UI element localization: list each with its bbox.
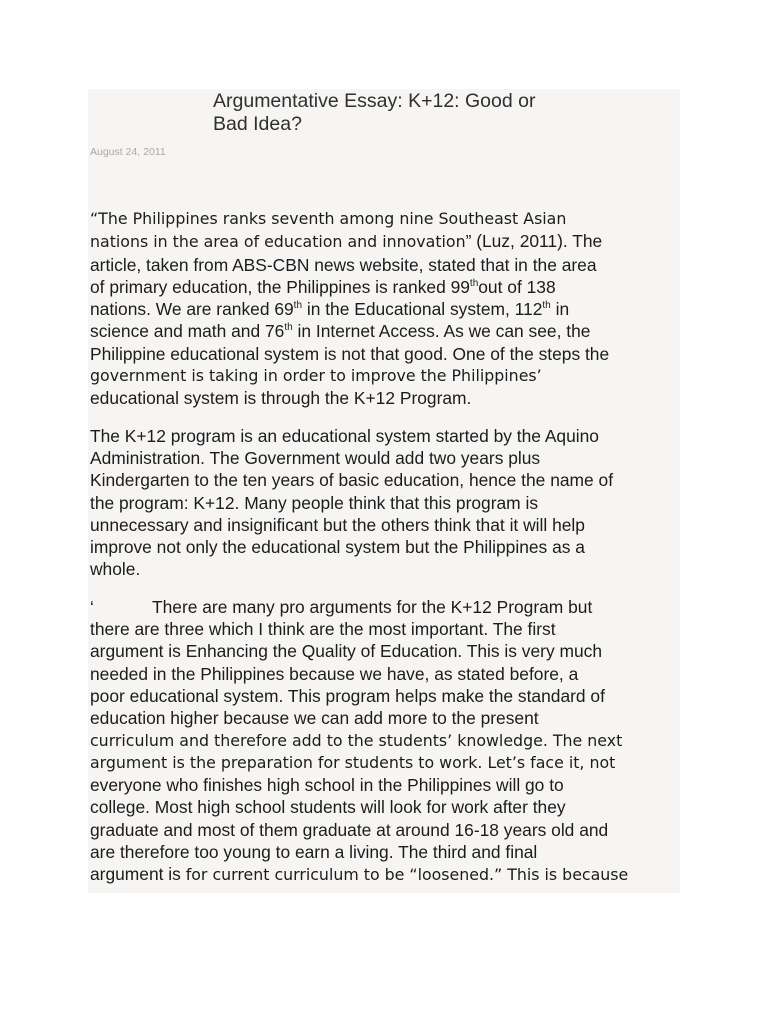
p2-line: Kindergarten to the ten years of basic education, hence the name of — [90, 470, 614, 491]
p3-line-11: graduate and most of them graduate at around 16-18 years old and — [90, 819, 609, 840]
p3-line-1: ‘ There are many pro arguments for the K+12 Program but — [90, 596, 593, 617]
title-line-1: Argumentative Essay: K+12: Good or — [213, 90, 536, 112]
paragraph-2 — [90, 425, 682, 581]
p3-line-5: poor educational system. This program helps make the standard of — [90, 685, 605, 706]
p1-line-1: “The Philippines ranks seventh among nine Southeast Asian — [90, 209, 567, 228]
p2-line: The K+12 program is an educational system started by the Aquino — [90, 425, 599, 446]
p3-line-12: are therefore too young to earn a living. The third and final — [90, 842, 538, 863]
p3-line-9: everyone who finishes high school in the Philippines will go to — [90, 775, 564, 796]
p3-line-6: education higher because we can add more to the present — [90, 708, 539, 729]
p1-line-7: Philippine educational system is not that good. One of the steps the — [90, 343, 610, 364]
p3-line-10: college. Most high school students will look for work after they — [90, 797, 566, 818]
p2-line: unnecessary and insignificant but the others think that it will help — [90, 514, 585, 535]
p2-line: Administration. The Government would add two years plus — [90, 447, 541, 468]
article-date: August 24, 2011 — [90, 146, 166, 158]
p1-line-3: article, taken from ABS-CBN news website, stated that in the area — [90, 254, 597, 275]
paragraph-3 — [90, 596, 682, 887]
paragraph-1 — [90, 208, 682, 410]
p1-line-6: science and math and 76th in Internet Access. As we can see, the — [90, 321, 591, 342]
p1-line-9: educational system is through the K+12 Program. — [90, 388, 472, 409]
p3-line-4: needed in the Philippines because we have, as stated before, a — [90, 663, 579, 684]
article-body — [90, 208, 682, 902]
p3-line-7: curriculum and therefore add to the students’ knowledge. The next — [90, 730, 623, 750]
p1-line-8: government is taking in order to improve the Philippines’ — [90, 366, 542, 386]
p1-line-5: nations. We are ranked 69th in the Educational system, 112th in — [90, 299, 570, 320]
p2-line: improve not only the educational system but the Philippines as a — [90, 537, 585, 558]
p3-line-8: argument is the preparation for students to work. Let’s face it, not — [90, 752, 616, 772]
title-line-2: Bad Idea? — [213, 113, 302, 135]
p3-line-2: there are three which I think are the most important. The first — [90, 619, 556, 640]
p1-line-2: nations in the area of education and innovation” (Luz, 2011). The — [90, 231, 603, 252]
p2-line: the program: K+12. Many people think that this program is — [90, 492, 539, 513]
p3-line-3: argument is Enhancing the Quality of Education. This is very much — [90, 641, 602, 662]
opening-quote-mark: ‘ — [90, 596, 94, 617]
p1-line-4: of primary education, the Philippines is ranked 99thout of 138 — [90, 276, 556, 297]
p3-line-13: argument is for current curriculum to be “loosened.” This is because — [90, 864, 629, 885]
p2-line: whole. — [90, 559, 141, 580]
article-title — [213, 90, 613, 136]
